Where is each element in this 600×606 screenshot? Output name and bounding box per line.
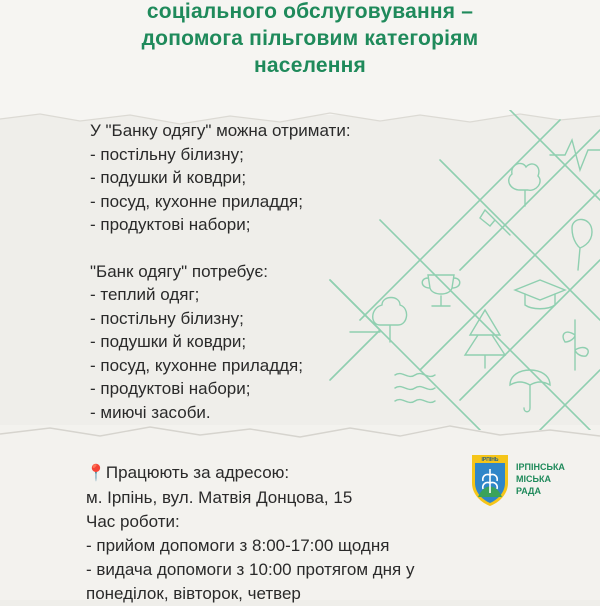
hours-line: - видача допомоги з 10:00 протягом дня у <box>86 560 415 579</box>
logo-line: ІРПІНСЬКА <box>516 462 565 472</box>
pin-icon: 📍 <box>86 465 106 482</box>
list-item: - постільну білизну; <box>90 308 244 328</box>
balloon-icon <box>572 219 592 270</box>
irpin-emblem-icon <box>470 453 510 507</box>
logo-line: МІСЬКА <box>516 474 551 484</box>
receive-heading: У "Банку одягу" можна отримати: <box>90 121 351 140</box>
list-item: - посуд, кухонне приладдя; <box>90 191 303 211</box>
graduation-cap-icon <box>515 280 565 309</box>
title-line-1: соціального обслуговування – <box>146 0 474 23</box>
umbrella-icon <box>510 370 550 412</box>
emblem-label: ІРПІНЬ <box>481 457 499 463</box>
plant-icon <box>563 320 588 370</box>
logo-text <box>516 461 586 497</box>
hours-heading: Час роботи: <box>86 512 180 531</box>
city-council-logo <box>470 453 580 507</box>
list-item: - миючі засоби. <box>90 402 211 422</box>
list-item: - подушки й ковдри; <box>90 332 247 351</box>
services-list <box>90 119 380 424</box>
address-heading-line <box>86 461 526 486</box>
list-item: - подушки й ковдри; <box>90 168 247 187</box>
needs-heading: "Банк одягу" потребує: <box>90 261 268 281</box>
address-heading: Працюють за адресою: <box>105 463 290 482</box>
list-item: - продуктові набори; <box>90 215 251 234</box>
title-line-2: допомога пільговим категоріям <box>141 27 479 50</box>
logo-line: РАДА <box>516 486 541 496</box>
tree-icon <box>509 163 540 206</box>
page-title <box>60 0 560 79</box>
title-line-3: населення <box>254 54 366 77</box>
hours-line: понеділок, вівторок, четвер <box>86 584 301 603</box>
contact-info <box>86 461 526 606</box>
list-item: - посуд, кухонне приладдя; <box>90 355 303 375</box>
list-item: - теплий одяг; <box>90 285 200 304</box>
paintbrush-icon <box>480 210 510 235</box>
hours-line: - прийом допомоги з 8:00-17:00 щодня <box>86 536 390 555</box>
trophy-icon <box>422 275 460 306</box>
list-item: - постільну білизну; <box>90 144 244 164</box>
address: м. Ірпінь, вул. Матвія Донцова, 15 <box>86 488 353 507</box>
list-item: - продуктові набори; <box>90 379 251 398</box>
